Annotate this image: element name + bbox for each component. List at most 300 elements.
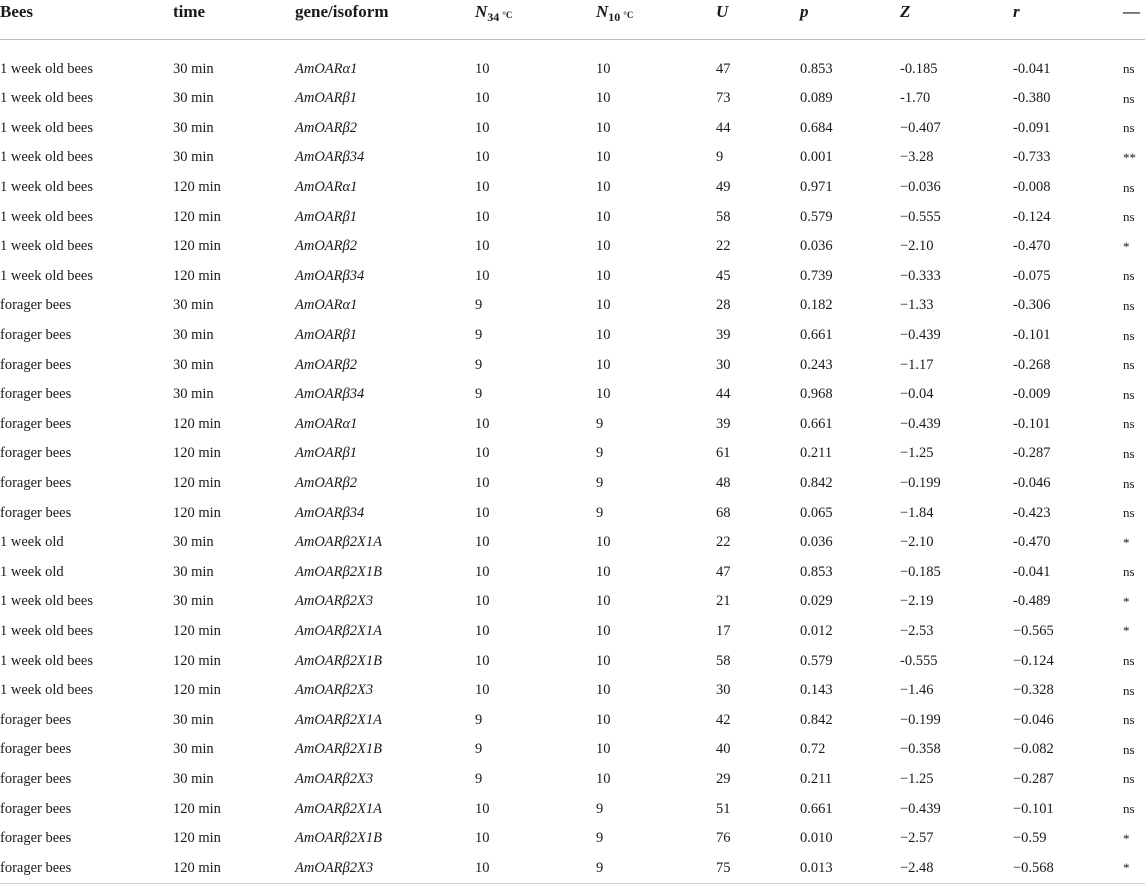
table-row [0, 202, 1145, 232]
cell-r: −0.101 [1013, 800, 1054, 817]
cell-gene: AmOARβ2 [295, 475, 357, 492]
header-n10-sub [608, 10, 633, 24]
cell-r: -0.287 [1013, 445, 1051, 462]
header-time: time [173, 0, 295, 40]
cell-r: -0.101 [1013, 415, 1051, 432]
cell-z: −2.53 [900, 622, 934, 639]
cell-bees: 1 week old bees [0, 682, 94, 699]
cell-z: −1.25 [900, 770, 934, 787]
cell-z: −0.358 [900, 741, 941, 758]
cell-time: 120 min [173, 504, 221, 521]
cell-bees: 1 week old bees [0, 238, 94, 255]
cell-significance: * [1123, 238, 1130, 254]
cell-gene: AmOARβ34 [295, 267, 365, 284]
cell-r: -0.268 [1013, 356, 1051, 373]
cell-significance: * [1123, 534, 1130, 550]
header-n10-unit: °C [623, 10, 634, 20]
cell-n10: 10 [596, 327, 611, 344]
cell-gene: AmOARβ2X1A [295, 622, 382, 639]
cell-u: 61 [716, 445, 731, 462]
cell-n10: 10 [596, 149, 611, 166]
cell-u: 22 [716, 238, 731, 255]
cell-r: -0.380 [1013, 90, 1051, 107]
cell-time: 30 min [173, 90, 214, 107]
table-row [0, 321, 1145, 351]
cell-gene: AmOARβ2X1A [295, 711, 382, 728]
header-n10 [596, 0, 716, 40]
cell-bees: forager bees [0, 800, 72, 817]
table-row [0, 853, 1145, 883]
cell-r: -0.423 [1013, 504, 1051, 521]
cell-u: 49 [716, 179, 731, 196]
table-row [0, 735, 1145, 765]
cell-n34: 9 [475, 770, 483, 787]
cell-significance: * [1123, 593, 1130, 609]
table-row [0, 558, 1145, 588]
table-row [0, 40, 1145, 85]
table-row [0, 676, 1145, 706]
cell-gene: AmOARβ2X1B [295, 563, 382, 580]
cell-time: 120 min [173, 415, 221, 432]
cell-n34: 9 [475, 297, 483, 314]
cell-u: 29 [716, 770, 731, 787]
table-row [0, 380, 1145, 410]
cell-bees: forager bees [0, 297, 72, 314]
cell-time: 120 min [173, 652, 221, 669]
cell-gene: AmOARβ2X3 [295, 770, 374, 787]
cell-r: -0.101 [1013, 327, 1051, 344]
cell-bees: forager bees [0, 415, 72, 432]
cell-u: 47 [716, 60, 731, 77]
table-row [0, 498, 1145, 528]
cell-u: 45 [716, 267, 731, 284]
cell-significance: ns [1123, 179, 1135, 195]
cell-bees: forager bees [0, 853, 173, 883]
cell-u: 22 [716, 534, 731, 551]
cell-r: −0.565 [1013, 622, 1054, 639]
header-n34 [475, 0, 596, 40]
cell-time: 120 min [173, 208, 221, 225]
cell-n34: 9 [475, 327, 483, 344]
cell-u: 73 [716, 90, 731, 107]
cell-z: -1.70 [900, 90, 931, 107]
cell-significance: ns [1123, 801, 1135, 817]
cell-r: -0.075 [1013, 267, 1051, 284]
cell-bees: forager bees [0, 770, 72, 787]
header-n34-unit: °C [502, 10, 513, 20]
cell-bees: forager bees [0, 327, 72, 344]
cell-time: 120 min [173, 475, 221, 492]
cell-n34: 10 [475, 534, 490, 551]
cell-significance: ns [1123, 268, 1135, 284]
cell-gene: AmOARβ2X3 [295, 682, 374, 699]
table-row [0, 824, 1145, 854]
cell-significance: ns [1123, 209, 1135, 225]
cell-n10: 10 [596, 563, 611, 580]
cell-time: 30 min [173, 297, 214, 314]
cell-z: −1.84 [900, 504, 934, 521]
cell-time: 30 min [173, 711, 214, 728]
cell-time: 120 min [173, 853, 295, 883]
table-row [0, 291, 1145, 321]
cell-gene: AmOARβ1 [295, 208, 357, 225]
header-row [0, 0, 1145, 40]
cell-u: 58 [716, 208, 731, 225]
cell-n34: 10 [475, 622, 490, 639]
cell-significance: ns [1123, 357, 1135, 373]
cell-n34: 10 [475, 475, 490, 492]
cell-bees: 1 week old bees [0, 119, 94, 136]
cell-n34: 10 [475, 853, 596, 883]
cell-significance: ns [1123, 297, 1135, 313]
cell-n10: 9 [596, 504, 604, 521]
cell-gene: AmOARβ1 [295, 445, 357, 462]
cell-significance: * [1123, 853, 1145, 883]
cell-z: −0.555 [900, 208, 941, 225]
cell-z: −0.04 [900, 386, 934, 403]
cell-n10: 10 [596, 90, 611, 107]
cell-gene: AmOARβ34 [295, 386, 365, 403]
cell-n34: 10 [475, 179, 490, 196]
cell-time: 30 min [173, 386, 214, 403]
cell-u: 28 [716, 297, 731, 314]
cell-n10: 10 [596, 770, 611, 787]
cell-n10: 10 [596, 60, 611, 77]
table-row [0, 528, 1145, 558]
cell-gene: AmOARα1 [295, 415, 358, 432]
cell-p: 0.842 [800, 711, 833, 728]
cell-bees: 1 week old bees [0, 267, 94, 284]
table-header [0, 0, 1145, 40]
cell-significance: * [1123, 830, 1130, 846]
cell-n34: 10 [475, 60, 490, 77]
cell-n34: 10 [475, 208, 490, 225]
cell-r: -0.046 [1013, 475, 1051, 492]
cell-p: 0.211 [800, 445, 833, 462]
cell-gene: AmOARα1 [295, 179, 358, 196]
header-p: p [800, 0, 900, 40]
cell-n34: 10 [475, 445, 490, 462]
cell-n34: 9 [475, 711, 483, 728]
cell-n34: 10 [475, 593, 490, 610]
table-row [0, 114, 1145, 144]
cell-significance: ns [1123, 90, 1135, 106]
cell-n10: 10 [596, 386, 611, 403]
table-row [0, 232, 1145, 262]
cell-n10: 10 [596, 238, 611, 255]
cell-significance: ns [1123, 505, 1135, 521]
header-n10-main: N [596, 2, 609, 21]
cell-p: 0.089 [800, 90, 833, 107]
cell-time: 120 min [173, 682, 221, 699]
cell-time: 30 min [173, 356, 214, 373]
cell-significance: ns [1123, 445, 1135, 461]
cell-gene: AmOARβ1 [295, 90, 357, 107]
cell-significance: ns [1123, 61, 1135, 76]
cell-gene: AmOARβ2X1A [295, 800, 382, 817]
cell-n10: 10 [596, 208, 611, 225]
cell-z: −1.25 [900, 445, 934, 462]
cell-bees: forager bees [0, 475, 72, 492]
cell-n10: 10 [596, 119, 611, 136]
cell-n10: 10 [596, 682, 611, 699]
cell-u: 17 [716, 622, 731, 639]
cell-r: -0.306 [1013, 297, 1051, 314]
table-row [0, 143, 1145, 173]
cell-gene: AmOARα1 [295, 60, 358, 77]
cell-n10: 10 [596, 622, 611, 639]
table-row [0, 794, 1145, 824]
cell-n10: 10 [596, 652, 611, 669]
cell-gene: AmOARβ2X1B [295, 741, 382, 758]
cell-time: 120 min [173, 800, 221, 817]
cell-p: 0.010 [800, 830, 833, 847]
cell-r: −0.568 [1013, 853, 1123, 883]
cell-gene: AmOARβ2 [295, 238, 357, 255]
table-body [0, 40, 1145, 884]
cell-u: 75 [716, 853, 800, 883]
cell-gene: AmOARβ1 [295, 327, 357, 344]
cell-n34: 10 [475, 415, 490, 432]
cell-z: −2.57 [900, 830, 934, 847]
cell-u: 44 [716, 386, 731, 403]
cell-significance: ns [1123, 653, 1135, 669]
cell-n10: 10 [596, 179, 611, 196]
header-r: r [1013, 0, 1123, 40]
cell-n34: 10 [475, 149, 490, 166]
cell-significance: ns [1123, 327, 1135, 343]
cell-p: 0.036 [800, 238, 833, 255]
cell-p: 0.029 [800, 593, 833, 610]
table-row [0, 350, 1145, 380]
cell-significance: ns [1123, 771, 1135, 787]
cell-z: −2.10 [900, 238, 934, 255]
cell-bees: forager bees [0, 386, 72, 403]
cell-p: 0.853 [800, 563, 833, 580]
cell-n10: 10 [596, 711, 611, 728]
cell-z: −0.439 [900, 415, 941, 432]
cell-bees: forager bees [0, 711, 72, 728]
cell-p: 0.853 [800, 60, 833, 77]
cell-p: 0.72 [800, 741, 826, 758]
cell-r: −0.082 [1013, 741, 1054, 758]
cell-bees: forager bees [0, 504, 72, 521]
cell-p: 0.661 [800, 415, 833, 432]
cell-n10: 9 [596, 800, 604, 817]
cell-n34: 9 [475, 386, 483, 403]
cell-u: 51 [716, 800, 731, 817]
cell-bees: 1 week old bees [0, 149, 94, 166]
cell-n10: 10 [596, 593, 611, 610]
cell-p: 0.211 [800, 770, 833, 787]
cell-significance: ns [1123, 386, 1135, 402]
table-row [0, 617, 1145, 647]
cell-r: -0.009 [1013, 386, 1051, 403]
cell-z: −0.439 [900, 327, 941, 344]
cell-n34: 10 [475, 682, 490, 699]
cell-r: -0.470 [1013, 238, 1051, 255]
cell-bees: 1 week old bees [0, 622, 94, 639]
cell-n10: 10 [596, 534, 611, 551]
cell-z: −0.199 [900, 475, 941, 492]
cell-r: -0.041 [1013, 563, 1051, 580]
header-n34-main: N [475, 2, 488, 21]
cell-significance: ns [1123, 475, 1135, 491]
cell-bees: forager bees [0, 741, 72, 758]
cell-bees: 1 week old bees [0, 179, 94, 196]
cell-u: 68 [716, 504, 731, 521]
cell-n34: 10 [475, 238, 490, 255]
cell-bees: 1 week old bees [0, 60, 94, 77]
cell-gene: AmOARβ2X3 [295, 853, 475, 883]
cell-z: −0.185 [900, 563, 941, 580]
cell-n10: 10 [596, 741, 611, 758]
cell-time: 30 min [173, 563, 214, 580]
cell-u: 47 [716, 563, 731, 580]
cell-n34: 10 [475, 90, 490, 107]
table-row [0, 84, 1145, 114]
cell-bees: 1 week old bees [0, 593, 94, 610]
cell-n34: 10 [475, 119, 490, 136]
cell-bees: forager bees [0, 445, 72, 462]
cell-significance: ns [1123, 564, 1135, 580]
cell-u: 44 [716, 119, 731, 136]
cell-n10: 9 [596, 830, 604, 847]
cell-n34: 10 [475, 800, 490, 817]
table-row [0, 439, 1145, 469]
header-bees: Bees [0, 0, 173, 40]
cell-significance: ns [1123, 416, 1135, 432]
cell-p: 0.842 [800, 475, 833, 492]
cell-bees: forager bees [0, 356, 72, 373]
cell-u: 21 [716, 593, 731, 610]
cell-r: −0.59 [1013, 830, 1047, 847]
cell-r: −0.287 [1013, 770, 1054, 787]
table-row [0, 410, 1145, 440]
cell-p: 0.013 [800, 853, 900, 883]
cell-significance: ns [1123, 120, 1135, 136]
cell-n34: 10 [475, 563, 490, 580]
cell-z: -0.185 [900, 60, 938, 77]
cell-z: −0.439 [900, 800, 941, 817]
cell-z: −2.48 [900, 853, 1013, 883]
cell-u: 48 [716, 475, 731, 492]
table-row [0, 173, 1145, 203]
header-gene: gene/isoform [295, 0, 475, 40]
cell-n34: 9 [475, 741, 483, 758]
cell-significance: ** [1123, 149, 1136, 165]
cell-time: 120 min [173, 179, 221, 196]
cell-u: 42 [716, 711, 731, 728]
cell-time: 30 min [173, 593, 214, 610]
cell-significance: ns [1123, 682, 1135, 698]
cell-u: 30 [716, 682, 731, 699]
cell-p: 0.001 [800, 149, 833, 166]
cell-u: 39 [716, 415, 731, 432]
cell-p: 0.579 [800, 208, 833, 225]
cell-significance: ns [1123, 712, 1135, 728]
cell-time: 30 min [173, 534, 214, 551]
cell-p: 0.143 [800, 682, 833, 699]
cell-time: 120 min [173, 830, 221, 847]
cell-n10: 9 [596, 853, 716, 883]
header-u: U [716, 0, 800, 40]
table-row [0, 646, 1145, 676]
cell-p: 0.661 [800, 800, 833, 817]
cell-bees: 1 week old bees [0, 208, 94, 225]
cell-z: −3.28 [900, 149, 934, 166]
header-n34-sub-num: 34 [487, 10, 500, 24]
cell-time: 120 min [173, 622, 221, 639]
cell-n34: 9 [475, 356, 483, 373]
cell-gene: AmOARβ2 [295, 356, 357, 373]
cell-n34: 10 [475, 267, 490, 284]
cell-time: 30 min [173, 119, 214, 136]
cell-u: 9 [716, 149, 724, 166]
cell-gene: AmOARβ2X3 [295, 593, 374, 610]
cell-z: −0.199 [900, 711, 941, 728]
cell-gene: AmOARβ34 [295, 149, 365, 166]
table-row [0, 587, 1145, 617]
cell-z: −0.407 [900, 119, 941, 136]
cell-u: 40 [716, 741, 731, 758]
cell-time: 30 min [173, 60, 214, 77]
cell-p: 0.968 [800, 386, 833, 403]
table-row [0, 705, 1145, 735]
table-row [0, 469, 1145, 499]
cell-gene: AmOARβ2 [295, 119, 357, 136]
cell-z: −1.46 [900, 682, 934, 699]
cell-r: -0.489 [1013, 593, 1051, 610]
cell-p: 0.012 [800, 622, 833, 639]
cell-p: 0.739 [800, 267, 833, 284]
cell-z: −1.17 [900, 356, 934, 373]
cell-n34: 10 [475, 652, 490, 669]
cell-n10: 10 [596, 267, 611, 284]
cell-r: -0.124 [1013, 208, 1051, 225]
cell-z: -0.555 [900, 652, 938, 669]
cell-p: 0.036 [800, 534, 833, 551]
cell-u: 76 [716, 830, 731, 847]
cell-r: -0.470 [1013, 534, 1051, 551]
cell-gene: AmOARβ2X1B [295, 652, 382, 669]
cell-gene: AmOARα1 [295, 297, 358, 314]
cell-p: 0.065 [800, 504, 833, 521]
cell-r: −0.124 [1013, 652, 1054, 669]
cell-time: 30 min [173, 770, 214, 787]
cell-bees: 1 week old [0, 534, 64, 551]
cell-bees: 1 week old bees [0, 90, 94, 107]
cell-r: -0.041 [1013, 60, 1051, 77]
cell-time: 30 min [173, 149, 214, 166]
cell-r: −0.328 [1013, 682, 1054, 699]
cell-time: 30 min [173, 741, 214, 758]
header-z: Z [900, 0, 1013, 40]
cell-u: 39 [716, 327, 731, 344]
cell-time: 120 min [173, 445, 221, 462]
cell-time: 120 min [173, 238, 221, 255]
cell-n34: 10 [475, 830, 490, 847]
cell-p: 0.182 [800, 297, 833, 314]
table-row [0, 262, 1145, 292]
cell-gene: AmOARβ2X1A [295, 534, 382, 551]
cell-bees: 1 week old bees [0, 652, 94, 669]
cell-z: −0.333 [900, 267, 941, 284]
table-row [0, 765, 1145, 795]
cell-time: 30 min [173, 327, 214, 344]
cell-n10: 10 [596, 297, 611, 314]
cell-n34: 10 [475, 504, 490, 521]
